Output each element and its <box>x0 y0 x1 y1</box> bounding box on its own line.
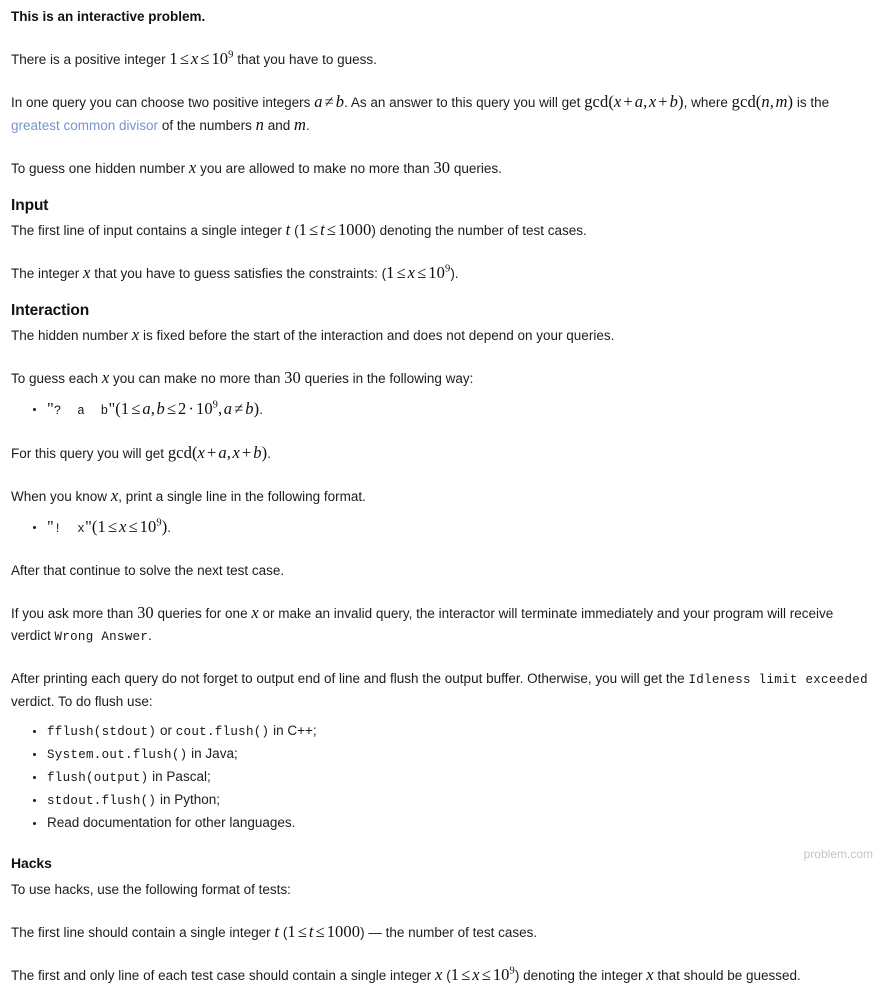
paragraph-wrong-answer <box>11 602 875 648</box>
math-x-3: x <box>131 325 140 344</box>
for-this-query-s2: . <box>267 446 272 461</box>
math-answer-bounds: $(1 \le x \le 10^9)$ <box>91 517 168 536</box>
query-quote-close: " <box>108 399 116 418</box>
page-watermark: problem.com <box>803 847 873 861</box>
when-you-know-s2: , print a single line in the following format. <box>118 489 366 504</box>
one-query-s6: and <box>263 118 295 133</box>
hacks-first-s3: ) — the number of test cases. <box>360 925 538 940</box>
flush-s1: After printing each query do not forget to output end of line and flush the output buffer. Otherwise, you will get the <box>11 671 689 686</box>
answer-format-list <box>11 516 875 540</box>
math-x-range-3: $1 \le x \le 10^9$ <box>450 965 515 984</box>
paragraph-continue-next-case: After that continue to solve the next test case. <box>11 563 285 578</box>
heading-interaction: Interaction <box>11 302 90 319</box>
one-query-s5: of the numbers <box>158 118 256 133</box>
paragraph-flush-instructions <box>11 668 875 713</box>
input-first-s2: ( <box>290 223 299 238</box>
one-query-s3: , where <box>683 95 732 110</box>
flush-mid-cpp: or <box>156 723 176 738</box>
paragraph-input-constraints <box>11 262 875 285</box>
hacks-first-s1: The first line should contain a single integer <box>11 925 275 940</box>
each-guess-s3: queries in the following way: <box>300 371 474 386</box>
verdict-wrong-answer: Wrong Answer <box>54 630 149 644</box>
hidden-fixed-s1: The hidden number <box>11 328 132 343</box>
paragraph-hacks-first-line <box>11 921 875 944</box>
math-x-range-2: $1 \le x \le 10^9$ <box>386 263 451 282</box>
query-quote-open: " <box>47 399 54 418</box>
math-x-1: x <box>188 158 197 177</box>
math-a-neq-b: a ≠ b <box>314 92 345 111</box>
text-after-range: that you have to guess. <box>233 52 377 67</box>
answer-period: . <box>167 520 172 535</box>
flush-code-cpp-1: fflush(stdout) <box>47 725 157 739</box>
math-30-queries: 30 <box>433 158 451 177</box>
list-item-answer-format <box>47 516 875 540</box>
paragraph-input-first-line <box>11 219 875 242</box>
answer-quote-open: " <box>47 517 54 536</box>
when-you-know-s1: When you know <box>11 489 111 504</box>
math-gcd-xa-xb: gcd(x + a, x + b) <box>584 92 684 111</box>
math-x-range: $1 \le x \le 10^9$ <box>169 49 234 68</box>
math-x-4: x <box>101 368 110 387</box>
each-guess-s1: To guess each <box>11 371 102 386</box>
math-x-8: x <box>646 965 654 984</box>
flush-tail-other: Read documentation for other languages. <box>47 815 296 830</box>
flush-methods-list <box>11 720 875 834</box>
math-gcd-result: gcd(x + a, x + b) <box>167 443 268 462</box>
wrong-answer-s4: . <box>148 628 152 643</box>
paragraph-each-guess <box>11 367 875 390</box>
interactive-problem-note-text: This is an interactive problem. <box>11 9 206 24</box>
paragraph-guess-limit <box>11 157 875 180</box>
input-constraints-s2: that you have to guess satisfies the constraints: ( <box>90 266 387 281</box>
hacks-each-s1: The first and only line of each test case should contain a single integer <box>11 968 436 983</box>
paragraph-when-you-know <box>11 485 875 508</box>
flush-tail-pascal: in Pascal; <box>148 769 211 784</box>
guess-limit-s3: queries. <box>450 161 502 176</box>
guess-limit-s1: To guess one hidden number <box>11 161 189 176</box>
math-30-queries-3: 30 <box>137 603 154 622</box>
paragraph-hidden-fixed <box>11 324 875 347</box>
math-t-2: t <box>274 922 280 941</box>
input-constraints-s3: ). <box>450 266 459 281</box>
query-format-code: ? a b <box>53 404 109 418</box>
one-query-s1: In one query you can choose two positive integers <box>11 95 315 110</box>
heading-input: Input <box>11 197 49 214</box>
interactive-problem-note <box>11 6 875 28</box>
math-n: n <box>255 115 264 134</box>
query-format-list <box>11 398 875 422</box>
list-item-flush-pascal <box>47 766 875 789</box>
flush-code-python: stdout.flush() <box>47 794 157 808</box>
one-query-s2: . As an answer to this query you will get <box>344 95 585 110</box>
flush-code-pascal: flush(output) <box>47 771 149 785</box>
heading-hacks: Hacks <box>11 855 52 871</box>
wrong-answer-s1: If you ask more than <box>11 606 138 621</box>
math-t-range-2: 1 ≤ t ≤ 1000 <box>287 922 361 941</box>
one-query-s4: is the <box>793 95 830 110</box>
hacks-each-s2: ( <box>442 968 451 983</box>
answer-quote-close: " <box>85 517 92 536</box>
paragraph-hacks-each-case <box>11 964 875 987</box>
paragraph-for-this-query <box>11 442 875 465</box>
paragraph-positive-integer <box>11 48 875 71</box>
input-first-s1: The first line of input contains a single integer <box>11 223 286 238</box>
paragraph-one-query <box>11 91 875 137</box>
paragraph-hacks-intro: To use hacks, use the following format of tests: <box>11 882 291 897</box>
hacks-each-s4: that should be guessed. <box>653 968 801 983</box>
math-30-queries-2: 30 <box>284 368 301 387</box>
list-item-flush-cpp <box>47 720 875 743</box>
math-x-5: x <box>110 486 119 505</box>
input-constraints-s1: The integer <box>11 266 84 281</box>
text-before-range: There is a positive integer <box>11 52 170 67</box>
math-m: m <box>294 115 307 134</box>
math-gcd-n-m: gcd(n, m) <box>731 92 794 111</box>
math-x-6: x <box>251 603 259 622</box>
verdict-idleness-limit-exceeded: Idleness limit exceeded <box>688 673 868 687</box>
flush-tail-java: in Java; <box>187 746 238 761</box>
math-x-2: x <box>83 263 91 282</box>
flush-tail-python: in Python; <box>156 792 221 807</box>
wrong-answer-s3: or make an invalid query, the interactor will terminate immediately and your program will receive verdict <box>11 606 834 643</box>
guess-limit-s2: you are allowed to make no more than <box>196 161 434 176</box>
math-query-bounds: (1 ≤ a, $b \le 2 \cdot 10^9$, a ≠ b) <box>115 399 260 418</box>
math-x-7: x <box>435 965 443 984</box>
for-this-query-s1: For this query you will get <box>11 446 168 461</box>
each-guess-s2: you can make no more than <box>109 371 285 386</box>
gcd-definition-link[interactable]: greatest common divisor <box>11 118 159 133</box>
answer-format-code: ! x <box>53 522 86 536</box>
wrong-answer-s2: queries for one <box>153 606 252 621</box>
input-first-s3: ) denoting the number of test cases. <box>371 223 587 238</box>
hacks-each-s3: ) denoting the integer <box>514 968 647 983</box>
list-item-flush-other <box>47 812 875 834</box>
list-item-query-format <box>47 398 875 422</box>
one-query-s7: . <box>306 118 310 133</box>
list-item-flush-python <box>47 789 875 812</box>
hacks-first-s2: ( <box>279 925 288 940</box>
flush-s2: verdict. To do flush use: <box>11 694 153 709</box>
flush-code-cpp-2: cout.flush() <box>175 725 270 739</box>
math-t-range: 1 ≤ t ≤ 1000 <box>298 220 372 239</box>
list-item-flush-java <box>47 743 875 766</box>
flush-tail-cpp: in C++; <box>269 723 317 738</box>
math-t: t <box>285 220 291 239</box>
flush-code-java: System.out.flush() <box>47 748 188 762</box>
hidden-fixed-s2: is fixed before the start of the interaction and does not depend on your queries. <box>139 328 615 343</box>
query-period: . <box>259 402 263 417</box>
